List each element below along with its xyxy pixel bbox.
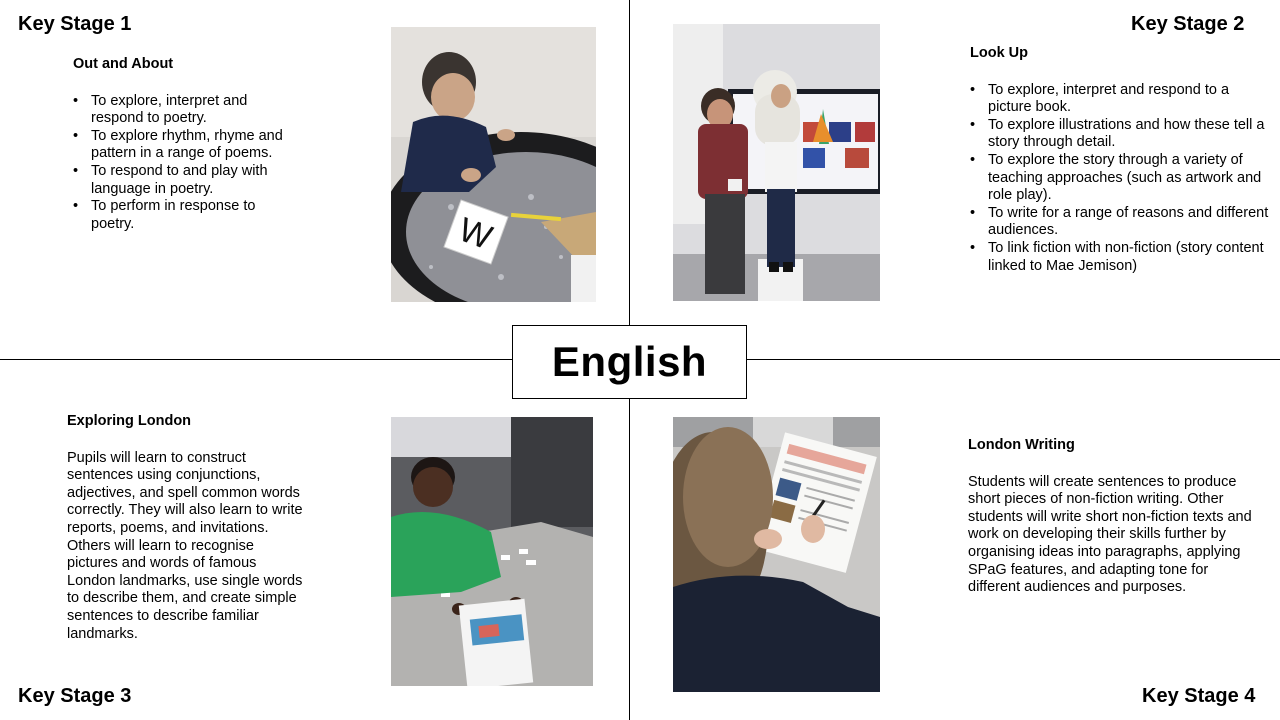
page-title: English (512, 325, 747, 399)
ks2-bullet: • To explore illustrations and how these tell a story through detail. (988, 117, 1270, 152)
ks4-heading: London Writing (968, 437, 1075, 453)
ks2-bullet: • To explore, interpret and respond to a picture book. (988, 82, 1270, 117)
ks1-photo-sensory-tray (391, 27, 596, 302)
ks3-body: Pupils will learn to construct sentences using conjunctions, adjectives, and spell common words correctly. They will also learn to write reports, poems, and invitations. Others will learn to recognise pictures and words of famous London landmarks, use single words to describe them, and create simple sentences to describe familiar landmarks. (67, 449, 303, 642)
ks1-stage-label: Key Stage 1 (18, 13, 132, 35)
ks4-body: Students will create sentences to produce short pieces of non-fiction writing. Other students will write short non-fiction texts and work on developing their skills further by organising ideas into paragraphs, applying SPaG features, and adapting tone for different audiences and purposes. (968, 473, 1252, 596)
ks1-bullet: • To explore, interpret and respond to poetry. (91, 93, 298, 128)
ks1-bullet: • To respond to and play with language in poetry. (91, 163, 298, 198)
ks3-heading: Exploring London (67, 413, 192, 429)
ks2-photo-role-play (673, 24, 880, 301)
ks1-bullet: • To perform in response to poetry. (91, 198, 298, 233)
ks2-bullet: • To write for a range of reasons and different audiences. (988, 205, 1270, 240)
ks3-content (67, 413, 307, 643)
ks4-content (968, 437, 1253, 597)
ks4-photo-writing (673, 417, 880, 692)
ks3-photo-word-matching (391, 417, 593, 686)
ks2-heading: Look Up (970, 45, 1028, 61)
ks2-content (970, 45, 1270, 275)
ks2-bullet: • To explore the story through a variety of teaching approaches (such as artwork and role play). (988, 152, 1270, 205)
ks4-stage-label: Key Stage 4 (1142, 685, 1256, 707)
ks1-content (73, 56, 298, 233)
ks2-bullet: • To link fiction with non-fiction (story content linked to Mae Jemison) (988, 240, 1270, 275)
ks1-bullet: • To explore rhythm, rhyme and pattern in a range of poems. (91, 128, 298, 163)
ks1-heading: Out and About (73, 56, 174, 72)
ks2-bullet-list (970, 82, 1270, 276)
ks3-stage-label: Key Stage 3 (18, 685, 132, 707)
ks1-photo-letter-card: W (453, 210, 497, 258)
ks1-bullet-list (73, 93, 298, 234)
ks2-stage-label: Key Stage 2 (1131, 13, 1245, 35)
